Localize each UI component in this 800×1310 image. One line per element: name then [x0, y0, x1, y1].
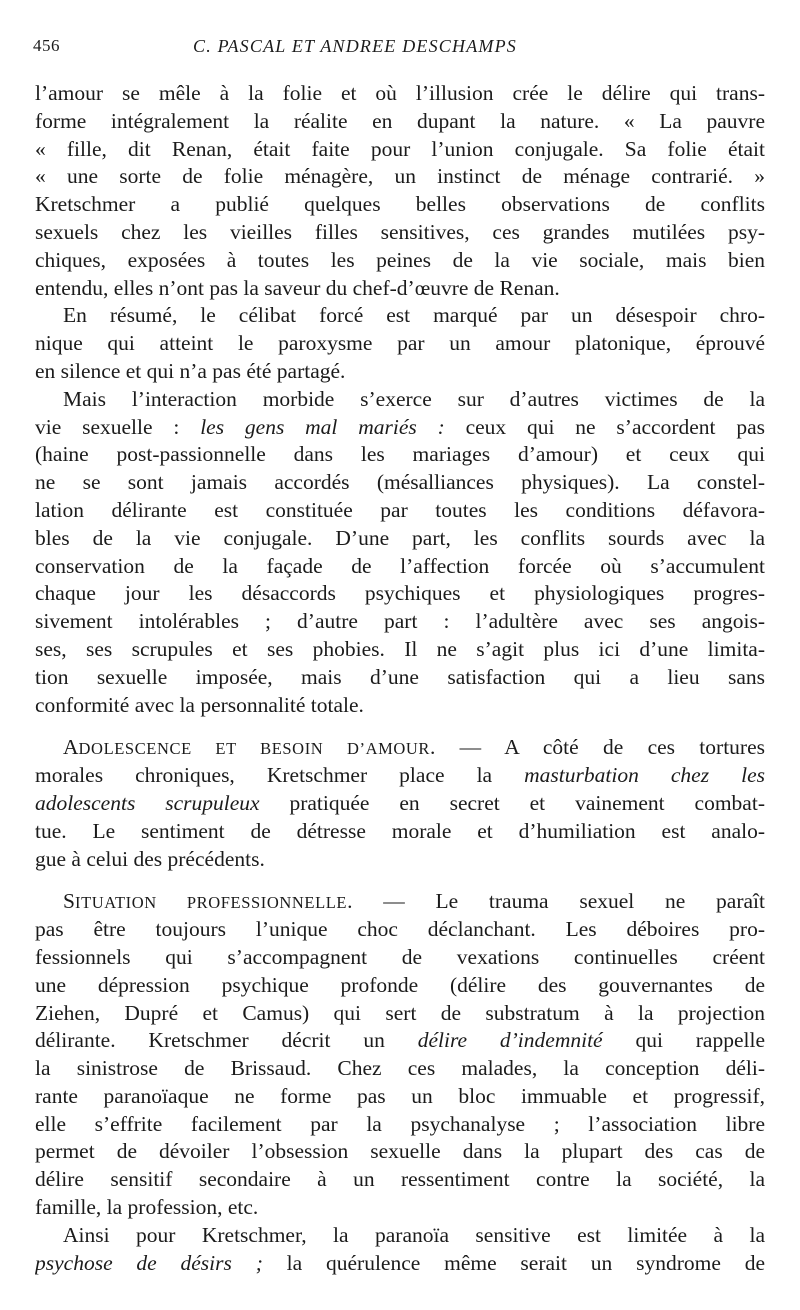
running-head: [33, 36, 767, 60]
text-line: tue. Le sentiment de détresse morale et d’humiliation est analo-: [35, 818, 765, 843]
text-line: permet de dévoiler l’obsession sexuelle dans la plupart des cas de: [35, 1139, 765, 1164]
paragraph-summary: [35, 302, 765, 385]
section-adolescence: [35, 734, 765, 873]
emphasis-text: adolescents scrupuleux: [35, 790, 260, 815]
text-line: elle s’effrite facilement par la psychanalyse ; l’association libre: [35, 1111, 765, 1136]
text-line: la sinistrose de Brissaud. Chez ces malades, la conception déli-: [35, 1056, 765, 1081]
section-professionnelle: [35, 888, 765, 1222]
text-line: vie sexuelle : les gens mal mariés : ceux qui ne s’accordent pas: [35, 414, 765, 439]
page-number: 456: [33, 36, 60, 55]
text-line: En résumé, le célibat forcé est marqué par un désespoir chro-: [63, 303, 765, 328]
text-line: chiques, exposées à toutes les peines de la vie sociale, mais bien: [35, 247, 765, 272]
text-line: délire sensitif secondaire à un ressentiment contre la société, la: [35, 1167, 765, 1192]
body-text: [35, 80, 765, 1277]
text-line: lation délirante est constituée par toutes les conditions défavora-: [35, 497, 765, 522]
text-line: psychose de désirs ; la quérulence même serait un syndrome de: [35, 1250, 765, 1275]
text-line: fessionnels qui s’accompagnent de vexations continuelles créent: [35, 944, 765, 969]
text-line: conservation de la façade de l’affection forcée où s’accumulent: [35, 553, 765, 578]
emphasis-text: psychose de désirs ;: [35, 1250, 263, 1275]
emphasis-text: délire d’indemnité: [417, 1028, 603, 1053]
text-line: « fille, dit Renan, était faite pour l’union conjugale. Sa folie était: [35, 136, 765, 161]
text-line: entendu, elles n’ont pas la saveur du chef-d’œuvre de Renan.: [35, 275, 560, 300]
text-line: une dépression psychique profonde (délire des gouvernantes de: [35, 972, 765, 997]
emphasis-text: les gens mal mariés :: [200, 414, 445, 439]
text-line: Mais l’interaction morbide s’exerce sur d’autres victimes de la: [63, 386, 765, 411]
text-line: morales chroniques, Kretschmer place la masturbation chez les: [35, 763, 765, 788]
emphasis-text: masturbation chez les: [524, 763, 765, 788]
text-line: rante paranoïaque ne forme pas un bloc immuable et progressif,: [35, 1083, 765, 1108]
text-line: sexuels chez les vieilles filles sensitives, ces grandes mutilées psy-: [35, 219, 765, 244]
text-line: adolescents scrupuleux pratiquée en secret et vainement combat-: [35, 790, 765, 815]
text-line: « une sorte de folie ménagère, un instinct de ménage contrarié. »: [35, 164, 765, 189]
text-line: en silence et qui n’a pas été partagé.: [35, 358, 346, 383]
text-line: délirante. Kretschmer décrit un délire d’indemnité qui rappelle: [35, 1028, 765, 1053]
text-line: gue à celui des précédents.: [35, 846, 265, 871]
text-line: ses, ses scrupules et ses phobies. Il ne s’agit plus ici d’une limita-: [35, 636, 765, 661]
section-heading-line: SITUATION PROFESSIONNELLE. — Le trauma sexuel ne paraît: [63, 889, 765, 914]
paragraph-mal-maries: [35, 386, 765, 720]
text-line: pas être toujours l’unique choc déclanchant. Les déboires pro-: [35, 917, 765, 942]
text-line: l’amour se mêle à la folie et où l’illusion crée le délire qui trans-: [35, 81, 765, 105]
paragraph-conclusion: [35, 1222, 765, 1278]
text-line: Ainsi pour Kretschmer, la paranoïa sensitive est limitée à la: [63, 1222, 765, 1247]
text-line: forme intégralement la réalite en dupant la nature. « La pauvre: [35, 108, 765, 133]
text-line: ne se sont jamais accordés (mésalliances physiques). La constel-: [35, 470, 765, 495]
text-line: conformité avec la personnalité totale.: [35, 692, 364, 717]
paragraph-renan-quote: [35, 80, 765, 302]
running-title: C. PASCAL ET ANDREE DESCHAMPS: [193, 36, 517, 56]
section-heading-line: ADOLESCENCE ET BESOIN D’AMOUR. — A côté de ces tortures: [63, 735, 765, 760]
text-line: sivement intolérables ; d’autre part : l’adultère avec ses angois-: [35, 609, 765, 634]
text-line: bles de la vie conjugale. D’une part, les conflits sourds avec la: [35, 525, 765, 550]
text-line: (haine post-passionnelle dans les mariages d’amour) et ceux qui: [35, 442, 765, 467]
text-line: famille, la profession, etc.: [35, 1195, 259, 1220]
text-line: tion sexuelle imposée, mais d’une satisfaction qui a lieu sans: [35, 664, 765, 689]
text-line: Ziehen, Dupré et Camus) qui sert de substratum à la projection: [35, 1000, 765, 1025]
text-line: Kretschmer a publié quelques belles observations de conflits: [35, 192, 765, 217]
text-line: nique qui atteint le paroxysme par un amour platonique, éprouvé: [35, 331, 765, 356]
text-line: chaque jour les désaccords psychiques et physiologiques progres-: [35, 581, 765, 606]
